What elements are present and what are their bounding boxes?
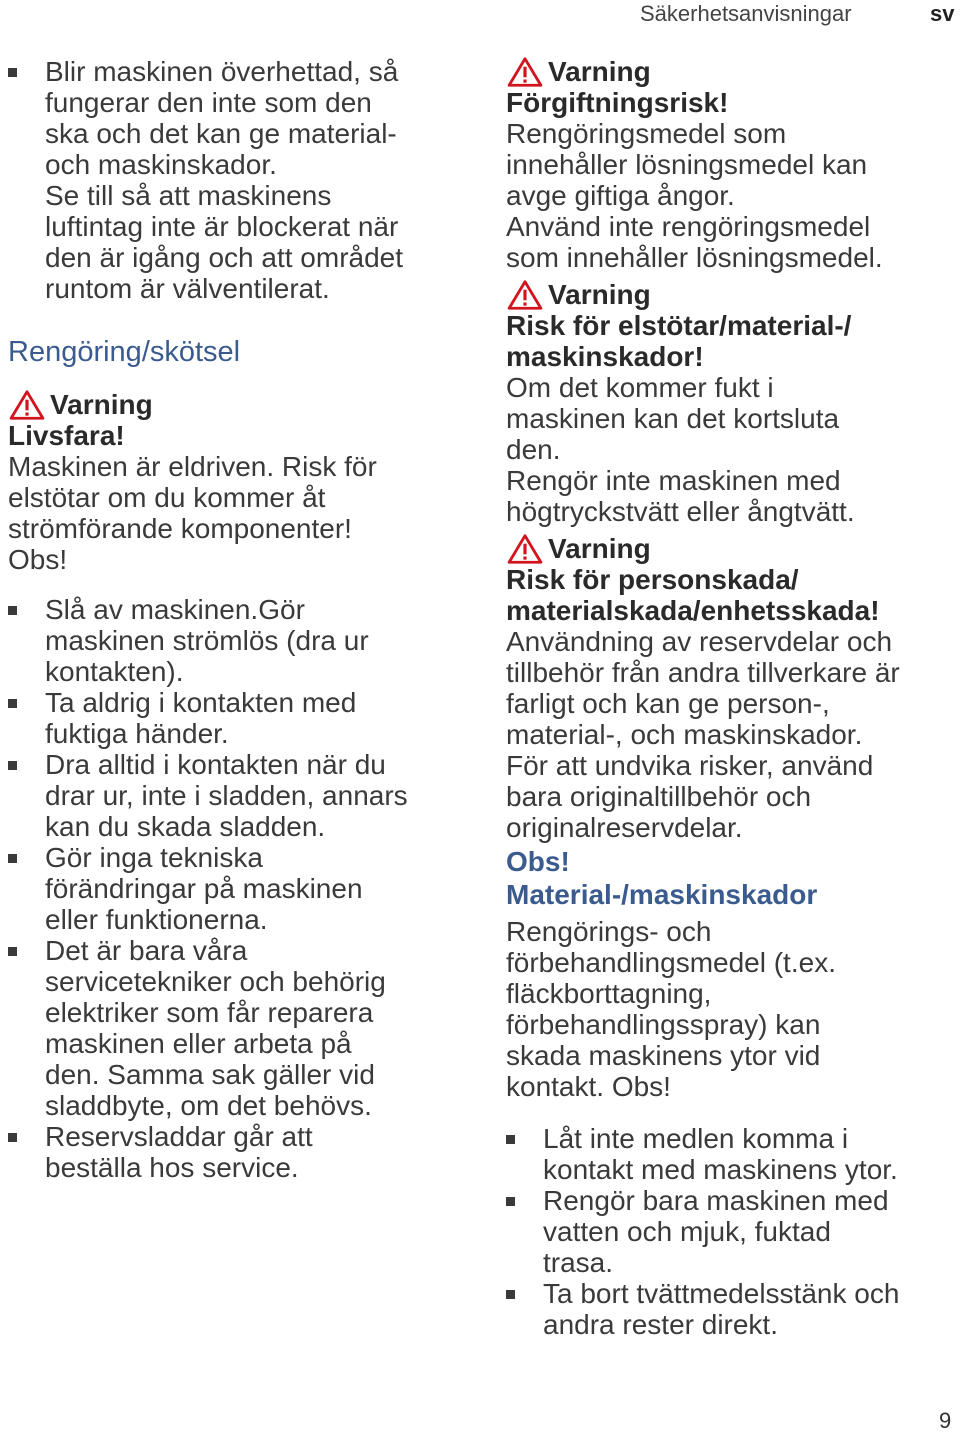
text-line: Ta bort tvättmedelsstänk och xyxy=(543,1278,900,1309)
text-line: den är igång och att området xyxy=(45,242,404,273)
warning-triangle-icon xyxy=(8,390,46,420)
bullet-icon xyxy=(8,699,17,708)
list-item xyxy=(8,749,468,842)
text-line: förändringar på maskinen xyxy=(45,873,363,904)
bullet-icon xyxy=(8,761,17,770)
warning-label: Varning xyxy=(548,279,651,310)
text-line: maskinskador! xyxy=(506,341,704,372)
text-line: beställa hos service. xyxy=(45,1152,299,1183)
text-line: förbehandlingsspray) kan xyxy=(506,1009,821,1040)
warning-block-personal xyxy=(506,533,956,843)
bullet-icon xyxy=(8,947,17,956)
list-item xyxy=(8,594,468,687)
text-line: Risk för elstötar/material-/ xyxy=(506,310,852,341)
text-line: kan du skada sladden. xyxy=(45,811,326,842)
text-line: Det är bara våra xyxy=(45,935,248,966)
material-text xyxy=(506,916,956,1102)
text-line: materialskada/enhetsskada! xyxy=(506,595,880,626)
text-line: Rengöringsmedel som xyxy=(506,118,787,149)
hazard-title xyxy=(506,564,956,626)
text-line: andra rester direkt. xyxy=(543,1309,778,1340)
text-line: högtryckstvätt eller ångtvätt. xyxy=(506,496,855,527)
text-line: trasa. xyxy=(543,1247,614,1278)
warning-header xyxy=(506,533,956,564)
text-line: originalreservdelar. xyxy=(506,812,743,843)
text-line: den. xyxy=(506,434,561,465)
text-line: Gör inga tekniska xyxy=(45,842,263,873)
bullet-icon xyxy=(506,1290,515,1299)
warning-label: Varning xyxy=(548,533,651,564)
text-line: Slå av maskinen.Gör xyxy=(45,594,305,625)
warning-header xyxy=(8,389,468,420)
section-heading: Rengöring/skötsel xyxy=(8,336,241,368)
hazard-title xyxy=(506,87,956,118)
warning-header xyxy=(506,56,956,87)
text-line: maskinen eller arbeta på xyxy=(45,1028,352,1059)
bullet-icon xyxy=(8,854,17,863)
text-line: sladdbyte, om det behövs. xyxy=(45,1090,372,1121)
warning-block-electric xyxy=(506,279,956,527)
bullet-icon xyxy=(8,606,17,615)
warning-triangle-icon xyxy=(506,57,544,87)
text-line: kontakt. Obs! xyxy=(506,1071,671,1102)
text-line: som innehåller lösningsmedel. xyxy=(506,242,883,273)
safety-bullet-list xyxy=(8,594,468,1183)
text-line: avge giftiga ångor. xyxy=(506,180,735,211)
text-line: Se till så att maskinens xyxy=(45,180,332,211)
text-line: tillbehör från andra tillverkare är xyxy=(506,657,900,688)
text-line: servicetekniker och behörig xyxy=(45,966,386,997)
right-column xyxy=(506,56,956,1340)
text-line: Låt inte medlen komma i xyxy=(543,1123,849,1154)
warning-header xyxy=(506,279,956,310)
text-line: maskinen strömlös (dra ur xyxy=(45,625,369,656)
text-line: runtom är välventilerat. xyxy=(45,273,330,304)
text-line: fläckborttagning, xyxy=(506,978,712,1009)
text-line: Förgiftningsrisk! xyxy=(506,87,729,118)
text-line: farligt och kan ge person-, xyxy=(506,688,830,719)
text-line: fungerar den inte som den xyxy=(45,87,372,118)
text-line: Rengörings- och xyxy=(506,916,712,947)
text-line: drar ur, inte i sladden, annars xyxy=(45,780,408,811)
intro-bullet-list xyxy=(8,56,468,304)
hazard-title: Livsfara! xyxy=(8,420,125,451)
text-line: Maskinen är eldriven. Risk för xyxy=(8,451,377,482)
text-line: Obs! xyxy=(8,544,68,575)
text-line: elstötar om du kommer åt xyxy=(8,482,326,513)
hazard-title xyxy=(506,310,956,372)
list-item xyxy=(506,1185,956,1278)
list-item xyxy=(8,687,468,749)
list-item xyxy=(8,1121,468,1183)
list-item xyxy=(8,935,468,1121)
list-item xyxy=(8,56,468,304)
text-line: För att undvika risker, använd xyxy=(506,750,874,781)
warning-text xyxy=(506,626,956,843)
warning-triangle-icon xyxy=(506,280,544,310)
left-column xyxy=(8,56,468,1183)
page-number: 9 xyxy=(939,1408,952,1433)
care-bullet-list xyxy=(506,1123,956,1340)
text-line: och maskinskador. xyxy=(45,149,277,180)
text-line: Rengör inte maskinen med xyxy=(506,465,841,496)
bullet-icon xyxy=(8,68,17,77)
intro-bullet-text xyxy=(45,56,468,304)
text-line: Reservsladdar går att xyxy=(45,1121,313,1152)
warning-text xyxy=(506,372,956,527)
text-line: Ta aldrig i kontakten med xyxy=(45,687,357,718)
text-line: Om det kommer fukt i xyxy=(506,372,774,403)
text-line: kontakt med maskinens ytor. xyxy=(543,1154,898,1185)
bullet-icon xyxy=(8,1133,17,1142)
list-item xyxy=(506,1278,956,1340)
text-line: Använd inte rengöringsmedel xyxy=(506,211,871,242)
text-line: Dra alltid i kontakten när du xyxy=(45,749,386,780)
material-heading: Material-/maskinskador xyxy=(506,879,818,910)
text-line: ska och det kan ge material- xyxy=(45,118,397,149)
text-line: fuktiga händer. xyxy=(45,718,229,749)
text-line: innehåller lösningsmedel kan xyxy=(506,149,868,180)
warning-text xyxy=(506,118,956,273)
list-item xyxy=(8,842,468,935)
text-line: Rengör bara maskinen med xyxy=(543,1185,889,1216)
obs-label: Obs! xyxy=(506,846,570,877)
warning-paragraph xyxy=(8,451,468,575)
text-line: material-, och maskinskador. xyxy=(506,719,863,750)
warning-label: Varning xyxy=(50,389,153,420)
bullet-icon xyxy=(506,1197,515,1206)
text-line: förbehandlingsmedel (t.ex. xyxy=(506,947,836,978)
text-line: luftintag inte är blockerat när xyxy=(45,211,399,242)
page-header xyxy=(0,0,960,30)
text-line: eller funktionerna. xyxy=(45,904,268,935)
text-line: kontakten). xyxy=(45,656,184,687)
text-line: vatten och mjuk, fuktad xyxy=(543,1216,831,1247)
text-line: Risk för personskada/ xyxy=(506,564,799,595)
header-section-title: Säkerhetsanvisningar xyxy=(640,1,852,26)
text-line: Blir maskinen överhettad, så xyxy=(45,56,399,87)
text-line: den. Samma sak gäller vid xyxy=(45,1059,375,1090)
text-line: Användning av reservdelar och xyxy=(506,626,893,657)
list-item xyxy=(506,1123,956,1185)
warning-label: Varning xyxy=(548,56,651,87)
text-line: bara originaltillbehör och xyxy=(506,781,812,812)
warning-triangle-icon xyxy=(506,534,544,564)
text-line: elektriker som får reparera xyxy=(45,997,374,1028)
text-line: maskinen kan det kortsluta xyxy=(506,403,840,434)
header-language: sv xyxy=(930,1,955,26)
text-line: skada maskinens ytor vid xyxy=(506,1040,821,1071)
warning-block-poisoning xyxy=(506,56,956,273)
bullet-icon xyxy=(506,1135,515,1144)
text-line: strömförande komponenter! xyxy=(8,513,352,544)
